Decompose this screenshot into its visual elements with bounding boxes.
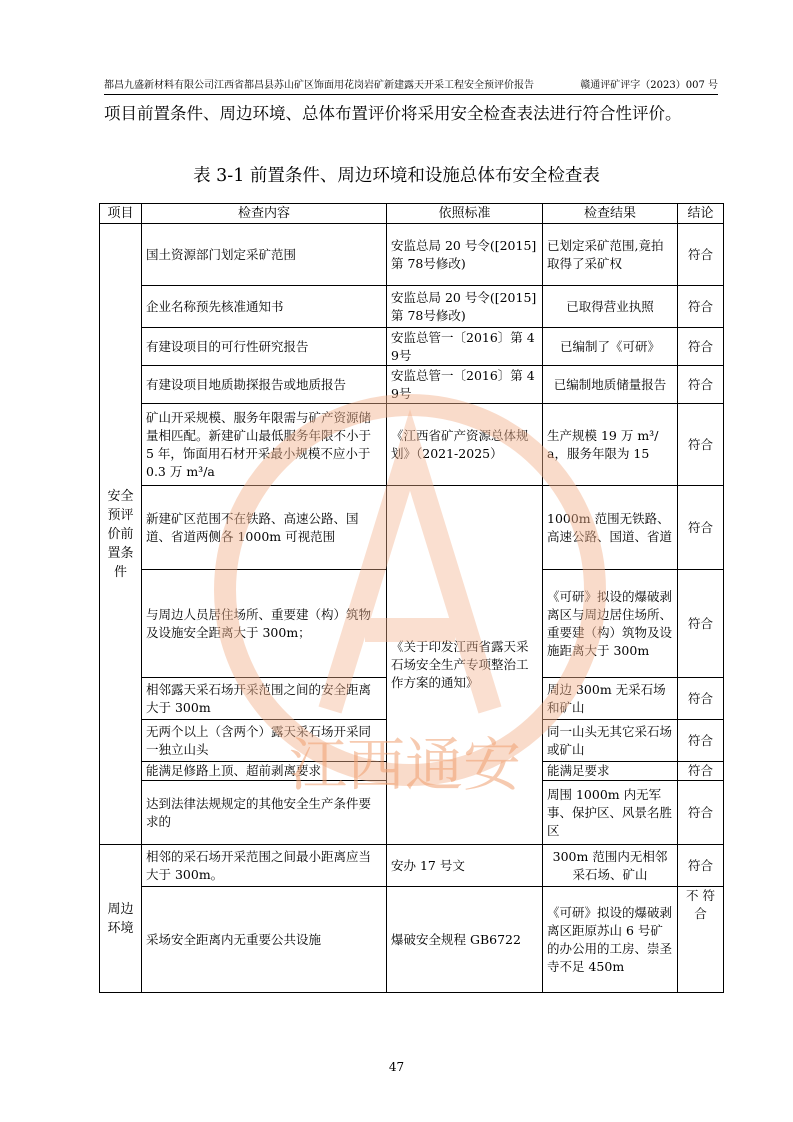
check-result: 1000m 范围无铁路、高速公路、国道、省道 (543, 486, 678, 570)
check-result: 周围 1000m 内无军事、保护区、风景名胜区 (543, 781, 678, 845)
check-result: 周边 300m 无采石场和矿山 (543, 678, 678, 720)
check-conclusion: 符合 (678, 570, 724, 678)
check-conclusion: 符合 (678, 286, 724, 328)
check-content: 相邻的采石场开采范围之间最小距离应当大于 300m。 (142, 845, 387, 887)
check-result: 已取得营业执照 (543, 286, 678, 328)
running-header (104, 78, 718, 95)
table-row (100, 224, 724, 286)
check-standard: 安监总管一〔2016〕第 49号 (387, 366, 543, 404)
check-standard: 安办 17 号文 (387, 845, 543, 887)
check-conclusion: 不 符合 (678, 887, 724, 993)
safety-checklist-table (99, 203, 724, 993)
intro-paragraph: 项目前置条件、周边环境、总体布置评价将采用安全检查表法进行符合性评价。 (104, 104, 682, 123)
check-standard: 爆破安全规程 GB6722 (387, 887, 543, 993)
check-standard: 《江西省矿产资源总体规划》（2021-2025） (387, 404, 543, 486)
check-result: 《可研》拟设的爆破剥离区距原苏山 6 号矿的办公用的工房、崇圣寺不足 450m (543, 887, 678, 993)
check-result: 能满足要求 (543, 762, 678, 781)
check-conclusion: 符合 (678, 781, 724, 845)
check-conclusion: 符合 (678, 366, 724, 404)
table-row (100, 887, 724, 993)
check-result: 已编制了《可研》 (543, 328, 678, 366)
table-row (100, 404, 724, 486)
header-conclusion: 结论 (678, 204, 724, 224)
check-content: 与周边人员居住场所、重要建（构）筑物及设施安全距离大于 300m； (142, 570, 387, 678)
check-conclusion: 符合 (678, 720, 724, 762)
check-conclusion: 符合 (678, 845, 724, 887)
check-content: 达到法律法规规定的其他安全生产条件要求的 (142, 781, 387, 845)
check-content: 企业名称预先核准通知书 (142, 286, 387, 328)
table-caption: 表 3-1 前置条件、周边环境和设施总体布安全检查表 (193, 166, 600, 186)
category-preconditions: 安全预评价前置条件 (100, 224, 142, 845)
check-content: 采场安全距离内无重要公共设施 (142, 887, 387, 993)
check-conclusion: 符合 (678, 404, 724, 486)
check-conclusion: 符合 (678, 678, 724, 720)
check-standard: 安监总局 20 号令([2015] 第 78号修改) (387, 286, 543, 328)
check-content: 相邻露天采石场开采范围之间的安全距离大于 300m (142, 678, 387, 720)
check-content: 新建矿区范围不在铁路、高速公路、国道、省道两侧各 1000m 可视范围 (142, 486, 387, 570)
check-content: 有建设项目地质勘探报告或地质报告 (142, 366, 387, 404)
merged-standard: 《关于印发江西省露天采石场安全生产专项整治工作方案的通知》 (387, 486, 543, 845)
check-result: 已编制地质储量报告 (543, 366, 678, 404)
check-standard: 安监总局 20 号令([2015] 第 78号修改) (387, 224, 543, 286)
check-result: 300m 范围内无相邻采石场、矿山 (543, 845, 678, 887)
check-result: 已划定采矿范围,竟拍取得了采矿权 (543, 224, 678, 286)
check-content: 能满足修路上顶、超前剥离要求 (142, 762, 387, 781)
watermark-text: 江西通安 (288, 731, 522, 799)
category-surroundings: 周边环境 (100, 845, 142, 993)
table-row (100, 328, 724, 366)
header-result: 检查结果 (543, 204, 678, 224)
header-report-number: 赣通评矿评字（2023）007 号 (580, 80, 718, 91)
check-conclusion: 符合 (678, 762, 724, 781)
check-result: 《可研》拟设的爆破剥离区与周边居住场所、重要建（构）筑物及设施距离大于 300m (543, 570, 678, 678)
table-header-row (100, 204, 724, 224)
check-content: 无两个以上（含两个）露天采石场开采同一独立山头 (142, 720, 387, 762)
table-row (100, 366, 724, 404)
check-content: 矿山开采规模、服务年限需与矿产资源储量相匹配。新建矿山最低服务年限不小于 5 年，饰面用石材开采最小规模不应小于 0.3 万 m³/a (142, 404, 387, 486)
header-project: 项目 (100, 204, 142, 224)
check-content: 有建设项目的可行性研究报告 (142, 328, 387, 366)
check-result: 同一山头无其它采石场或矿山 (543, 720, 678, 762)
header-content: 检查内容 (142, 204, 387, 224)
header-standard: 依照标准 (387, 204, 543, 224)
table-row (100, 286, 724, 328)
table-row (100, 845, 724, 887)
check-result: 生产规模 19 万 m³/a，服务年限为 15 (543, 404, 678, 486)
header-report-title: 都昌九盛新材料有限公司江西省都昌县苏山矿区饰面用花岗岩矿新建露天开采工程安全预评价报告 (104, 80, 534, 91)
check-standard: 安监总管一〔2016〕第 49号 (387, 328, 543, 366)
page-number: 47 (388, 1060, 405, 1074)
check-conclusion: 符合 (678, 224, 724, 286)
check-conclusion: 符合 (678, 328, 724, 366)
table-row (100, 486, 724, 570)
check-content: 国土资源部门划定采矿范围 (142, 224, 387, 286)
check-conclusion: 符合 (678, 486, 724, 570)
